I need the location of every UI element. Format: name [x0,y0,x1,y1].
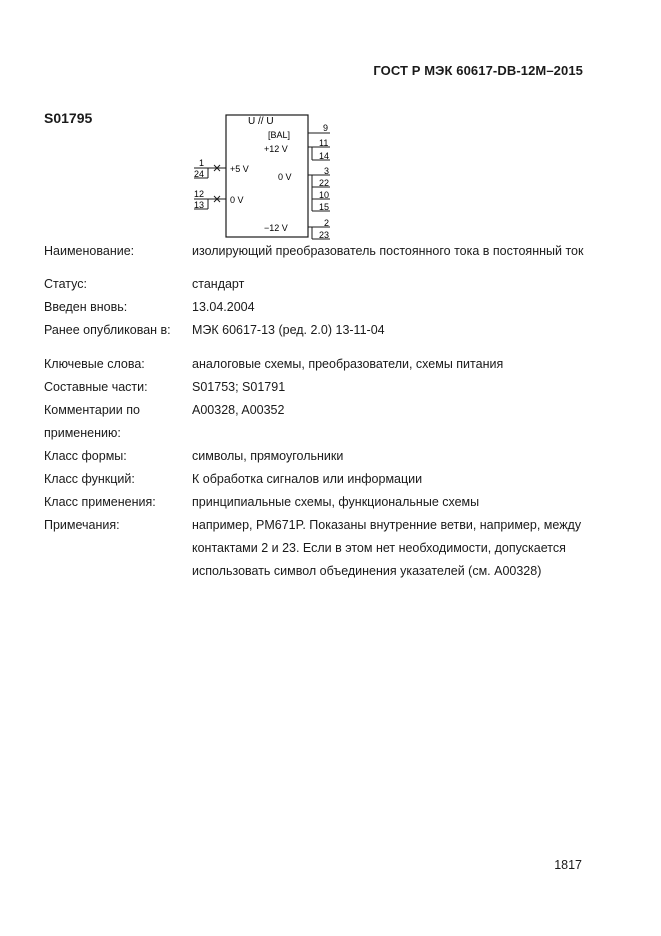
pin-23: 23 [319,230,330,240]
property-value: принципиальные схемы, функциональные схемы [192,495,480,509]
box-title: U // U [248,116,274,127]
pin-12: 12 [194,189,205,199]
plus5v-label: +5 V [230,164,249,174]
pin-15: 15 [319,202,330,212]
property-label: Составные части: [44,380,148,394]
pin-14: 14 [319,151,330,161]
standard-header: ГОСТ Р МЭК 60617-DB-12M–2015 [373,63,583,78]
pin-13: 13 [194,200,205,210]
minus12v-label: −12 V [264,223,288,233]
bal-label: [BAL] [268,130,291,140]
property-label: применению: [44,426,121,440]
pin-10: 10 [319,190,330,200]
page-number: 1817 [554,858,582,872]
plus12v-label: +12 V [264,144,288,154]
property-value: К обработка сигналов или информации [192,472,423,486]
pin-3: 3 [324,166,330,176]
property-value: символы, прямоугольники [192,449,344,463]
converter-symbol-diagram [190,110,340,244]
pin-9: 9 [323,123,329,133]
property-value: S01753; S01791 [192,380,286,394]
property-value: использовать символ объединения указателей (см. A00328) [192,564,542,578]
property-label: Класс функций: [44,472,135,486]
converter-box [226,115,308,237]
property-label: Класс применения: [44,495,156,509]
property-value: аналоговые схемы, преобразователи, схемы питания [192,357,504,371]
property-label: Наименование: [44,244,135,258]
pin-11: 11 [319,138,329,148]
property-label: Ранее опубликован в: [44,323,171,337]
property-label: Статус: [44,277,87,291]
property-value: изолирующий преобразователь постоянного тока в постоянный ток [192,244,584,258]
pin-22: 22 [319,178,330,188]
pin-2: 2 [324,218,330,228]
symbol-id: S01795 [44,110,93,126]
pin-24: 24 [194,169,205,179]
property-value: A00328, A00352 [192,403,285,417]
property-label: Комментарии по [44,403,140,417]
property-value: контактами 2 и 23. Если в этом нет необходимости, допускается [192,541,566,555]
property-value: например, PM671P. Показаны внутренние ветви, например, между [192,518,582,532]
property-label: Ключевые слова: [44,357,145,371]
property-value: стандарт [192,277,245,291]
pin-1: 1 [199,158,205,168]
property-label: Класс формы: [44,449,127,463]
zero-v-right-label: 0 V [278,172,292,182]
property-label: Введен вновь: [44,300,128,314]
property-value: 13.04.2004 [192,300,255,314]
property-label: Примечания: [44,518,120,532]
property-value: МЭК 60617-13 (ред. 2.0) 13-11-04 [192,323,385,337]
zero-v-left-label: 0 V [230,195,244,205]
